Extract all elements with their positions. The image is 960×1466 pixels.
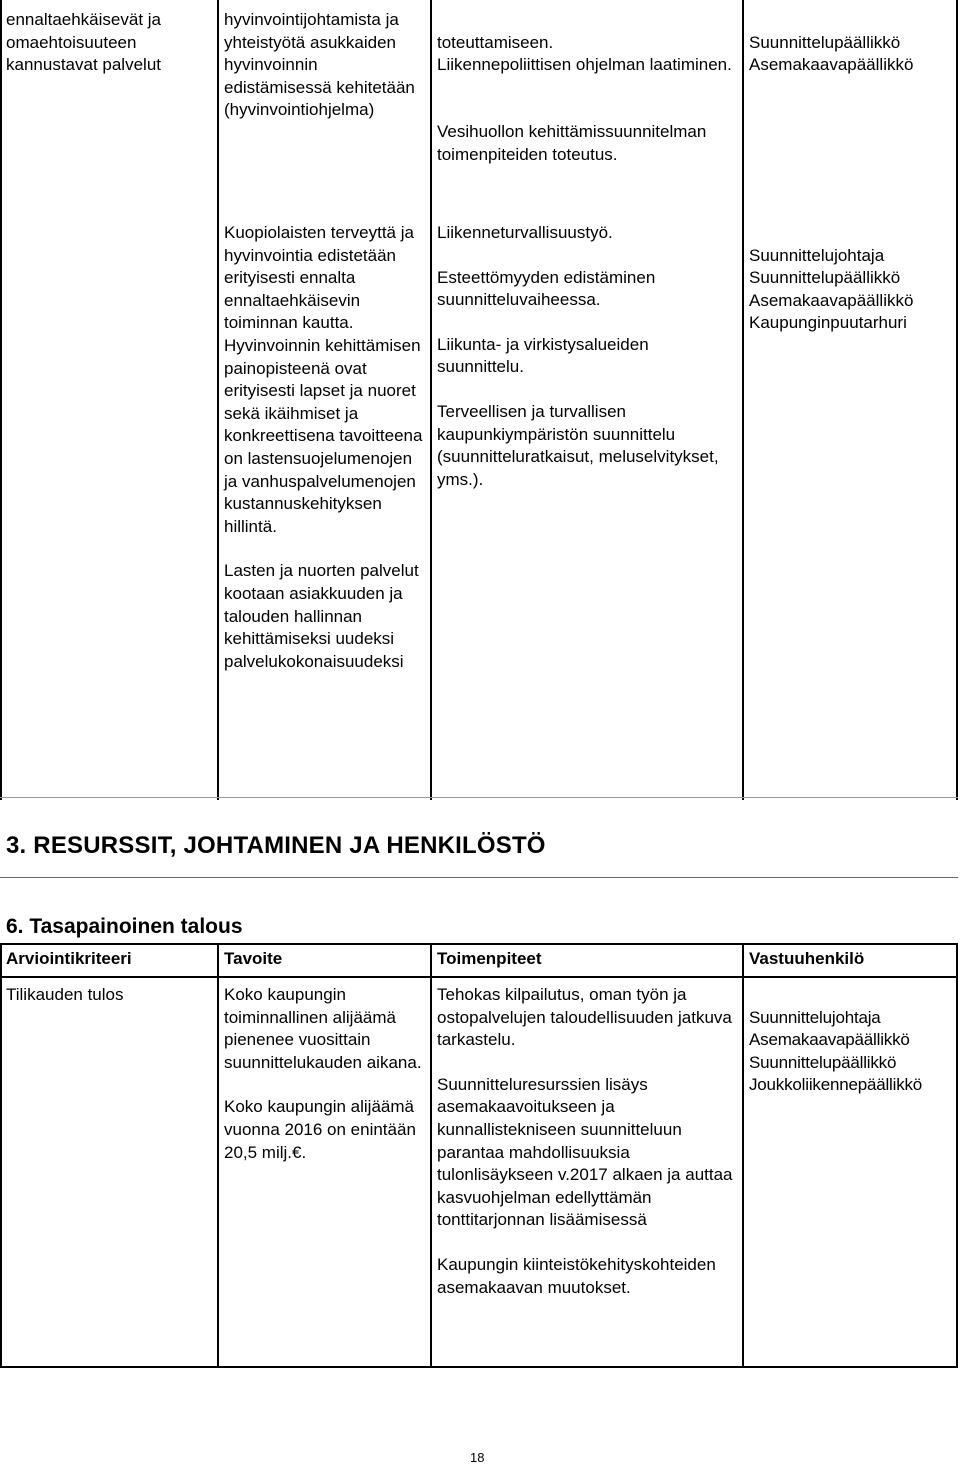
table-border (0, 0, 2, 800)
cell-text: ennaltaehkäisevät ja omaehtoisuuteen kannustavat palvelut (6, 10, 162, 75)
column-header-responsible: Vastuuhenkilö (749, 949, 865, 968)
table-border (0, 943, 2, 1368)
cell-text: Kaupungin kiinteistökehityskohteiden asemakaavan muutokset. (437, 1254, 716, 1297)
column-header-criterion: Arviointikriteeri (6, 949, 132, 968)
actions-cell (437, 9, 737, 189)
cell-text: Terveellisen ja turvallisen kaupunkiympäristön suunnittelu (suunnitteluratkaisut, meluselvitykset, yms.). (437, 401, 719, 489)
cell-text: Tilikauden tulos (6, 985, 124, 1004)
criterion-cell (6, 9, 211, 77)
cell-text: Esteettömyyden edistäminen suunnitteluvaiheessa. (437, 267, 656, 310)
responsible-cell (749, 222, 954, 358)
responsible-cell (749, 9, 954, 99)
table-border (430, 0, 432, 800)
table-border (0, 976, 958, 978)
table-border (217, 943, 219, 1368)
cell-text: Kuopiolaisten terveyttä ja hyvinvointia edistetään erityisesti ennalta ennaltaehkäisevin toiminnan kautta. Hyvinvoinnin kehittämisen painopisteenä ovat erityisesti lapset ja nuoret sekä ikäihmiset ja konkreettisena tavoitteena on lastensuojelumenojen ja vanhuspalvelumenojen kustannuskehityksen hillintä. (224, 223, 423, 536)
goal-cell (224, 222, 428, 673)
section-heading: 3. RESURSSIT, JOHTAMINEN JA HENKILÖSTÖ (6, 832, 546, 859)
table-border (217, 0, 219, 800)
cell-text: Suunnittelupäällikkö Asemakaavapäällikkö (749, 32, 914, 75)
table-border (0, 943, 958, 945)
responsible-cell (749, 984, 958, 1120)
cell-text: Suunnittelujohtaja Asemakaavapäällikkö Suunnittelupäällikkö Joukkoliikennepäällikkö (749, 1007, 923, 1095)
table-border (0, 797, 958, 798)
cell-text: Lasten ja nuorten palvelut kootaan asiakkuuden ja talouden hallinnan kehittämiseksi uudeksi palvelukokonaisuudeksi (224, 561, 419, 671)
cell-text: Vesihuollon kehittämissuunnitelman toimenpiteiden toteutus. (437, 122, 707, 164)
cell-text: Suunnitteluresurssien lisäys asemakaavoitukseen ja kunnallistekniseen suunnitteluun parantaa mahdollisuuksia tulonlisäykseen v.2017 alkaen ja auttaa kasvuohjelman edellyttämän tonttitarjonnan lisäämisessä (437, 1074, 733, 1230)
cell-text: Liikenneturvallisuustyö. (437, 223, 613, 242)
table-border (956, 0, 958, 800)
column-header-goal: Tavoite (224, 949, 283, 968)
section-divider (0, 877, 958, 878)
criterion-cell (6, 984, 211, 1007)
page-number: 18 (470, 1450, 485, 1465)
subsection-heading: 6. Tasapainoinen talous (6, 915, 243, 938)
cell-text: Suunnittelujohtaja Suunnittelupäällikkö Asemakaavapäällikkö Kaupunginpuutarhuri (749, 245, 914, 333)
cell-text: toteuttamiseen. Liikennepoliittisen ohjelman laatiminen. (437, 32, 732, 75)
cell-text: Liikunta- ja virkistysalueiden suunnittelu. (437, 334, 649, 377)
cell-text: Koko kaupungin toiminnallinen alijäämä pienenee vuosittain suunnittelukauden aikana. (224, 985, 422, 1072)
actions-cell (437, 222, 737, 491)
goal-cell (224, 9, 426, 122)
table-border (0, 1366, 958, 1368)
column-header-actions: Toimenpiteet (437, 949, 542, 968)
cell-text: Koko kaupungin alijäämä vuonna 2016 on enintään 20,5 milj.€. (224, 1097, 416, 1162)
cell-text: Tehokas kilpailutus, oman työn ja ostopalvelujen taloudellisuuden jatkuva tarkastelu. (437, 985, 732, 1050)
goal-cell (224, 984, 426, 1164)
table-border (742, 0, 744, 800)
cell-text: hyvinvointijohtamista ja yhteistyötä asukkaiden hyvinvoinnin edistämisessä kehitetään (hyvinvointiohjelma) (224, 10, 415, 120)
actions-cell (437, 984, 737, 1299)
table-border (742, 943, 744, 1368)
table-border (430, 943, 432, 1368)
